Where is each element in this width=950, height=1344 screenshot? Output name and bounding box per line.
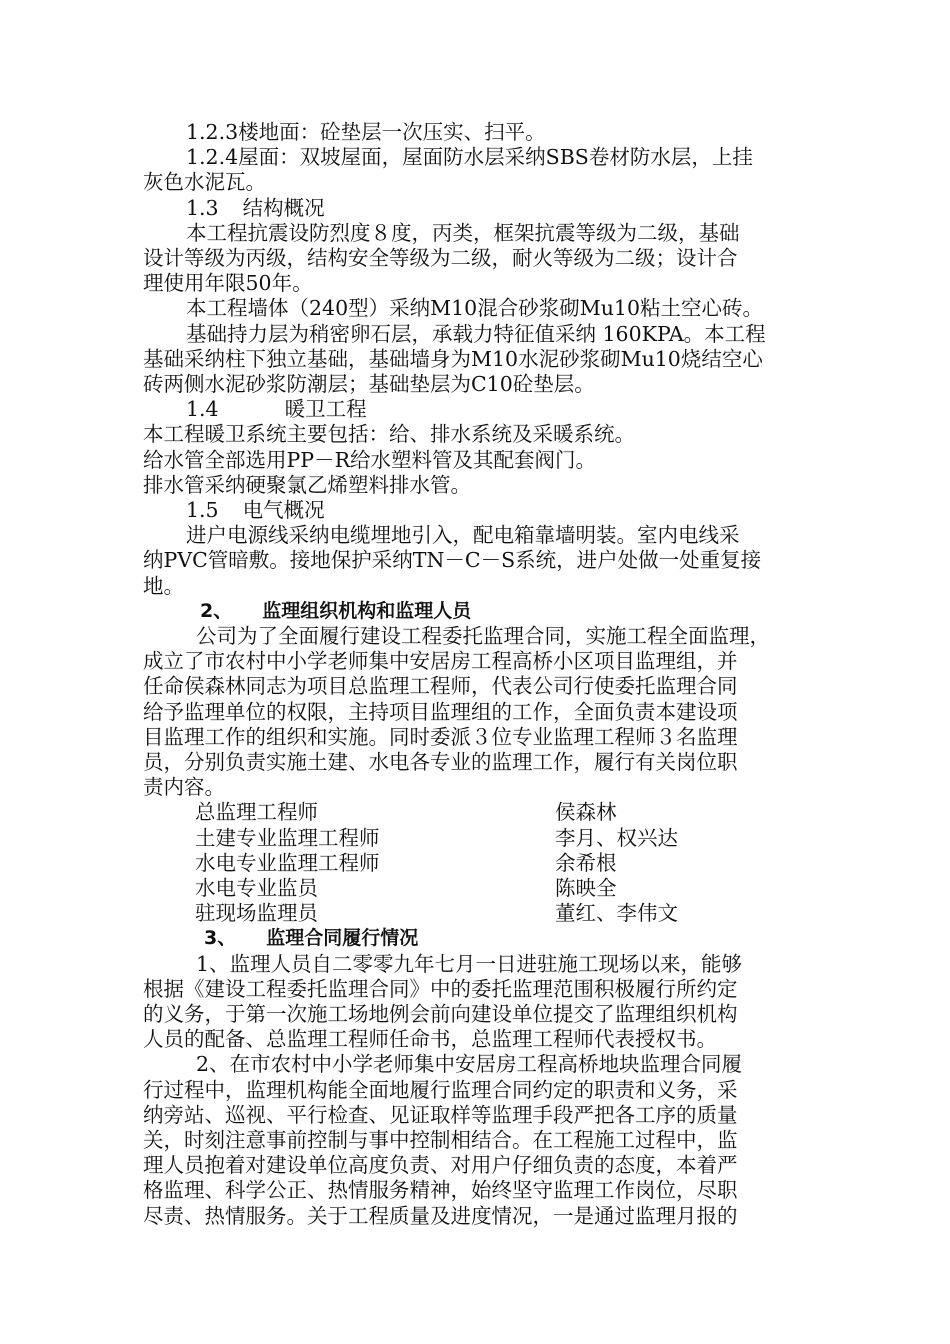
paragraph-text: 理使用年限50年。 [143, 271, 313, 296]
paragraph-line [143, 322, 815, 347]
paragraph-text: 根据《建设工程委托监理合同》中的委托监理范围积极履行所约定 [143, 976, 738, 1001]
staff-role: 水电专业监理工程师 [195, 850, 380, 875]
paragraph-line [143, 1178, 815, 1203]
paragraph-text: 的义务，于第一次施工场地例会前向建设单位提交了监理组织机构 [143, 1002, 738, 1027]
paragraph-text: 基础持力层为稍密卵石层，承载力特征值采纳 160KPA。本工程 [186, 321, 766, 346]
paragraph-text: 给水管全部选用PP－R给水塑料管及其配套阀门。 [143, 447, 597, 472]
staff-name: 董红、李伟文 [555, 901, 678, 926]
section-heading-2 [143, 599, 815, 624]
paragraph-line [143, 624, 815, 649]
paragraph-line [143, 271, 815, 296]
document-body [143, 120, 815, 1229]
paragraph-1-2-4 [143, 145, 815, 170]
paragraph-text: 纳旁站、巡视、平行检查、见证取样等监理手段严把各工序的质量 [143, 1102, 738, 1127]
paragraph-text: 关，时刻注意事前控制与事中控制相结合。在工程施工过程中，监 [143, 1128, 738, 1153]
section-title: 暖卫工程 [284, 397, 367, 422]
paragraph-text: 人员的配备、总监理工程师任命书，总监理工程师代表授权书。 [143, 1027, 717, 1052]
paragraph-text: 2、在市农村中小学老师集中安居房工程高桥地块监理合同履 [196, 1052, 743, 1077]
section-heading-1-3 [143, 196, 815, 221]
staff-list [143, 800, 815, 926]
paragraph-text: 任命侯森林同志为项目总监理工程师，代表公司行使委托监理合同 [143, 674, 738, 699]
paragraph-text: 1、监理人员自二零零九年七月一日进驻施工现场以来，能够 [196, 951, 743, 976]
paragraph-text: 排水管采纳硬聚氯乙烯塑料排水管。 [143, 472, 471, 497]
section-title: 监理合同履行情况 [266, 927, 419, 950]
paragraph-text: 地。 [143, 573, 184, 598]
paragraph-text: 砖两侧水泥砂浆防潮层；基础垫层为C10砼垫层。 [143, 372, 595, 397]
section-title: 监理组织机构和监理人员 [262, 599, 472, 622]
paragraph-line [143, 1128, 815, 1153]
paragraph-line [143, 750, 815, 775]
paragraph-line [143, 775, 815, 800]
paragraph-text: 目监理工作的组织和实施。同时委派３位专业监理工程师３名监理 [143, 724, 738, 749]
paragraph-line [143, 473, 815, 498]
paragraph-text: 责内容。 [143, 775, 225, 800]
staff-role: 土建专业监理工程师 [195, 825, 380, 850]
staff-row [143, 800, 815, 825]
staff-name: 侯森林 [555, 800, 617, 825]
section-heading-1-5 [143, 498, 815, 523]
paragraph-line [143, 674, 815, 699]
paragraph-text: 进户电源线采纳电缆埋地引入，配电箱靠墙明装。室内电线采 [186, 523, 740, 548]
staff-name: 陈映全 [555, 876, 617, 901]
paragraph-line [143, 1103, 815, 1128]
paragraph-text: 设计等级为丙级，结构安全等级为二级，耐火等级为二级；设计合 [143, 246, 738, 271]
staff-row [143, 851, 815, 876]
paragraph-text: 理人员抱着对建设单位高度负责、对用户仔细负责的态度，本着严 [143, 1153, 738, 1178]
paragraph-line [143, 977, 815, 1002]
paragraph-line [143, 246, 815, 271]
paragraph-line [143, 1078, 815, 1103]
staff-row [143, 826, 815, 851]
paragraph-1-2-3 [143, 120, 815, 145]
paragraph-text: 楼地面：砼垫层一次压实、扫平。 [238, 120, 546, 144]
paragraph-line [143, 296, 815, 321]
paragraph-line [143, 1027, 815, 1052]
section-number: 3、 [204, 927, 237, 950]
paragraph-line [143, 1002, 815, 1027]
section-number: 1.2.3 [186, 120, 239, 144]
paragraph-line [143, 952, 815, 977]
paragraph-line [143, 649, 815, 674]
paragraph-text: 屋面：双坡屋面，屋面防水层采纳SBS卷材防水层，上挂 [238, 145, 753, 170]
section-heading-1-4 [143, 397, 815, 422]
section-number: 1.2.4 [186, 145, 239, 170]
section-title: 电气概况 [242, 498, 325, 523]
paragraph-line [143, 523, 815, 548]
staff-role: 总监理工程师 [195, 800, 318, 825]
paragraph-text: 灰色水泥瓦。 [143, 170, 266, 195]
paragraph-text: 员，分别负责实施土建、水电各专业的监理工作，履行有关岗位职 [143, 750, 738, 775]
paragraph-text: 给予监理单位的权限，主持项目监理组的工作，全面负责本建设项 [143, 699, 738, 724]
paragraph-text: 本工程暖卫系统主要包括：给、排水系统及采暖系统。 [143, 422, 635, 447]
paragraph-line [143, 548, 815, 573]
paragraph-line [143, 347, 815, 372]
paragraph-text: 基础采纳柱下独立基础，基础墙身为M10水泥砂浆砌Mu10烧结空心 [143, 346, 763, 371]
paragraph-line [143, 700, 815, 725]
paragraph-line [143, 1204, 815, 1229]
staff-name: 余希根 [555, 850, 617, 875]
paragraph-line [143, 1052, 815, 1077]
paragraph-text: 本工程墙体（240型）采纳M10混合砂浆砌Mu10粘土空心砖。 [186, 296, 763, 321]
section-title: 结构概况 [242, 195, 325, 220]
paragraph-line [143, 221, 815, 246]
paragraph-line [143, 725, 815, 750]
paragraph-text: 公司为了全面履行建设工程委托监理合同，实施工程全面监理， [196, 624, 770, 649]
section-number: 1.3 [186, 195, 219, 220]
section-number: 2、 [200, 599, 233, 622]
paragraph-line [143, 448, 815, 473]
section-number: 1.5 [186, 498, 219, 523]
staff-name: 李月、权兴达 [555, 825, 678, 850]
paragraph-text: 行过程中，监理机构能全面地履行监理合同约定的职责和义务，采 [143, 1077, 738, 1102]
paragraph-line [143, 170, 815, 195]
paragraph-line [143, 574, 815, 599]
paragraph-line [143, 372, 815, 397]
section-heading-3 [143, 926, 815, 951]
paragraph-text: 尽责、热情服务。关于工程质量及进度情况，一是通过监理月报的 [143, 1203, 738, 1228]
paragraph-text: 成立了市农村中小学老师集中安居房工程高桥小区项目监理组，并 [143, 649, 738, 674]
paragraph-text: 格监理、科学公正、热情服务精神，始终坚守监理工作岗位，尽职 [143, 1178, 738, 1203]
paragraph-text: 纳PVC管暗敷。接地保护采纳TN－C－S系统，进户处做一处重复接 [143, 548, 762, 573]
staff-row [143, 901, 815, 926]
paragraph-line [143, 1153, 815, 1178]
staff-role: 水电专业监员 [195, 876, 318, 901]
staff-row [143, 876, 815, 901]
paragraph-line [143, 422, 815, 447]
staff-role: 驻现场监理员 [195, 901, 318, 926]
paragraph-text: 本工程抗震设防烈度８度，丙类，框架抗震等级为二级，基础 [186, 220, 740, 245]
section-number: 1.4 [186, 397, 219, 422]
